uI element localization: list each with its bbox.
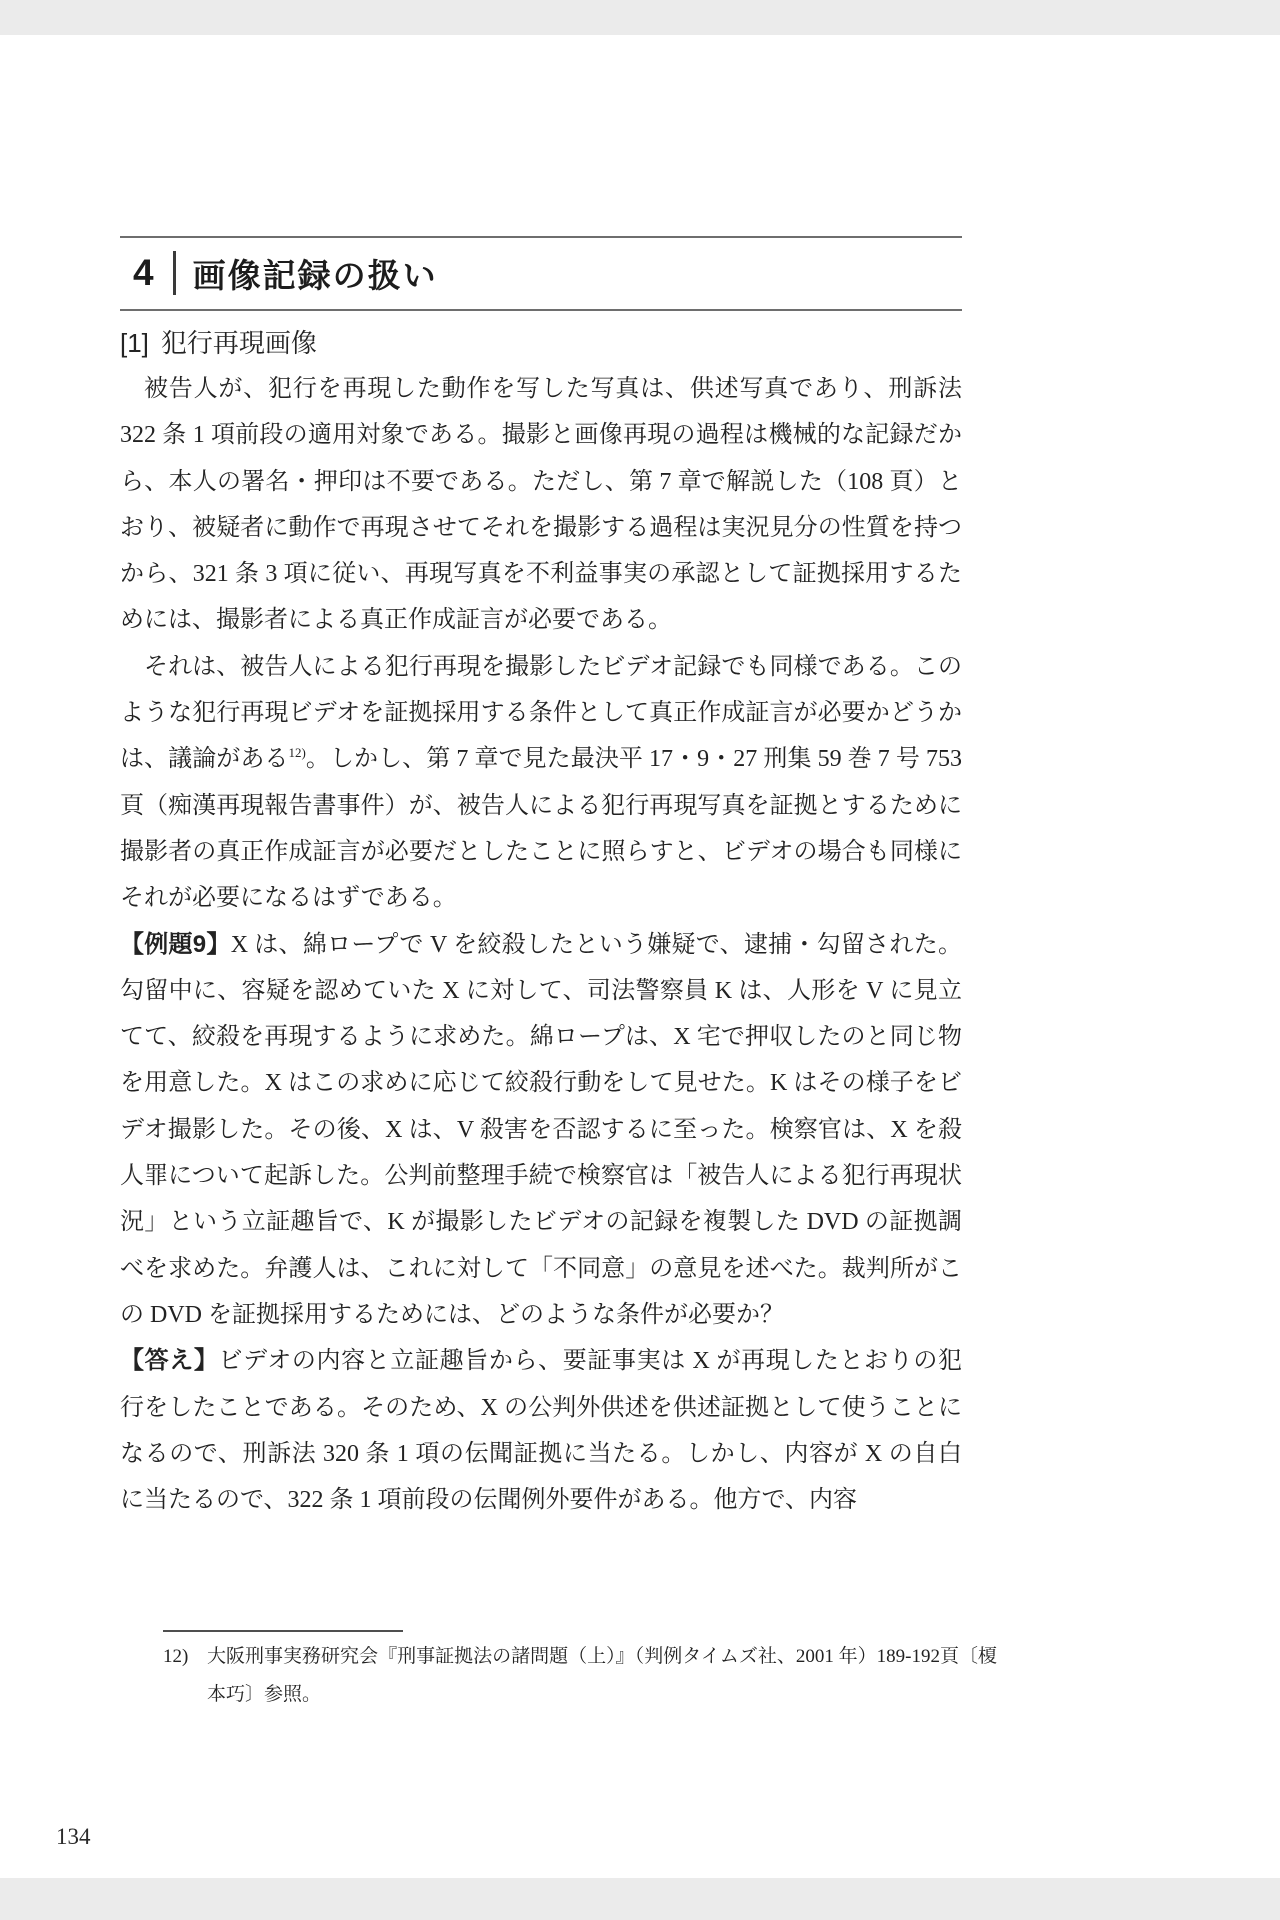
footnote-number: 12) [163, 1646, 189, 1667]
section-title: 画像記録の扱い [192, 256, 438, 294]
page-number: 134 [56, 1824, 91, 1849]
paragraph-example-9 [120, 922, 962, 1339]
example-9-label: 【例題9】 [120, 930, 231, 958]
subsection-title: 犯行再現画像 [160, 328, 317, 358]
paragraph-video-record-continued: 。しかし、第 7 章で見た最決平 17・9・27 刑集 59 巻 7 号 753 頁（痴漢再現報告書事件）が、被告人による犯行再現写真を証拠とするために撮影者の真正作成証言が必要だとしたことに照らすと、ビデオの場合も同様にそれが必要になるはずである。 [120, 746, 963, 912]
subsection-label: [1] [120, 328, 149, 358]
section-number: 4 [133, 252, 154, 293]
subsection-heading [120, 323, 317, 360]
paragraph-video-record [120, 644, 962, 922]
heading-rule-bottom [120, 309, 962, 311]
footnote-rule [163, 1630, 403, 1632]
example-9-text: X は、綿ロープで V を絞殺したという嫌疑で、逮捕・勾留された。勾留中に、容疑を認めていた X に対して、司法警察員 K は、人形を V に見立てて、絞殺を再現するように求めた。綿ロープは、X 宅で押収したのと同じ物を用意した。X はこの求めに応じて絞殺行動をして見せた。K はその様子をビデオ撮影した。その後、X は、V 殺害を否認するに至った。検察官は、X を殺人罪について起訴した。公判前整理手続で検察官は「被告人による犯行再現状況」という立証趣旨で、K が撮影したビデオの記録を複製した DVD の証拠調べを求めた。弁護人は、これに対して「不同意」の意見を述べた。裁判所がこの DVD を証拠採用するためには、どのような条件が必要か？ [120, 931, 962, 1328]
answer-label: 【答え】 [120, 1347, 219, 1375]
heading-divider-bar [173, 251, 176, 295]
section-heading [120, 239, 962, 307]
answer-text: ビデオの内容と立証趣旨から、要証事実は X が再現したとおりの犯行をしたことである。そのため、X の公判外供述を供述証拠として使うことになるので、刑訴法 320 条 1 項の伝聞証拠に当たる。しかし、内容が X の自白に当たるので、322 条 1 項前段の伝聞例外要件がある。他方で、内容 [120, 1348, 963, 1514]
paragraph-video-record-text: それは、被告人による犯行再現を撮影したビデオ記録でも同様である。このような犯行再現ビデオを証拠採用する条件として真正作成証言が必要かどうかは、議論がある [120, 653, 962, 773]
body-text [120, 366, 962, 1523]
footnote-12 [163, 1638, 997, 1713]
paragraph-answer [120, 1338, 962, 1523]
paragraph-reenactment-photo: 被告人が、犯行を再現した動作を写した写真は、供述写真であり、刑訴法 322 条 1 項前段の適用対象である。撮影と画像再現の過程は機械的な記録だから、本人の署名・押印は不要である。ただし、第 7 章で解説した（108 頁）とおり、被疑者に動作で再現させてそれを撮影する過程は実況見分の性質を持つから、321 条 3 項に従い、再現写真を不利益事実の承認として証拠採用するためには、撮影者による真正作成証言が必要である。 [120, 376, 962, 634]
footnote-reference-12: 12) [288, 745, 306, 761]
book-page [0, 35, 1280, 1878]
footnote-text: 大阪刑事実務研究会『刑事証拠法の諸問題（上）』（判例タイムズ社、2001 年）189-192頁〔榎本巧〕参照。 [207, 1646, 997, 1705]
heading-rule-top [120, 236, 962, 238]
